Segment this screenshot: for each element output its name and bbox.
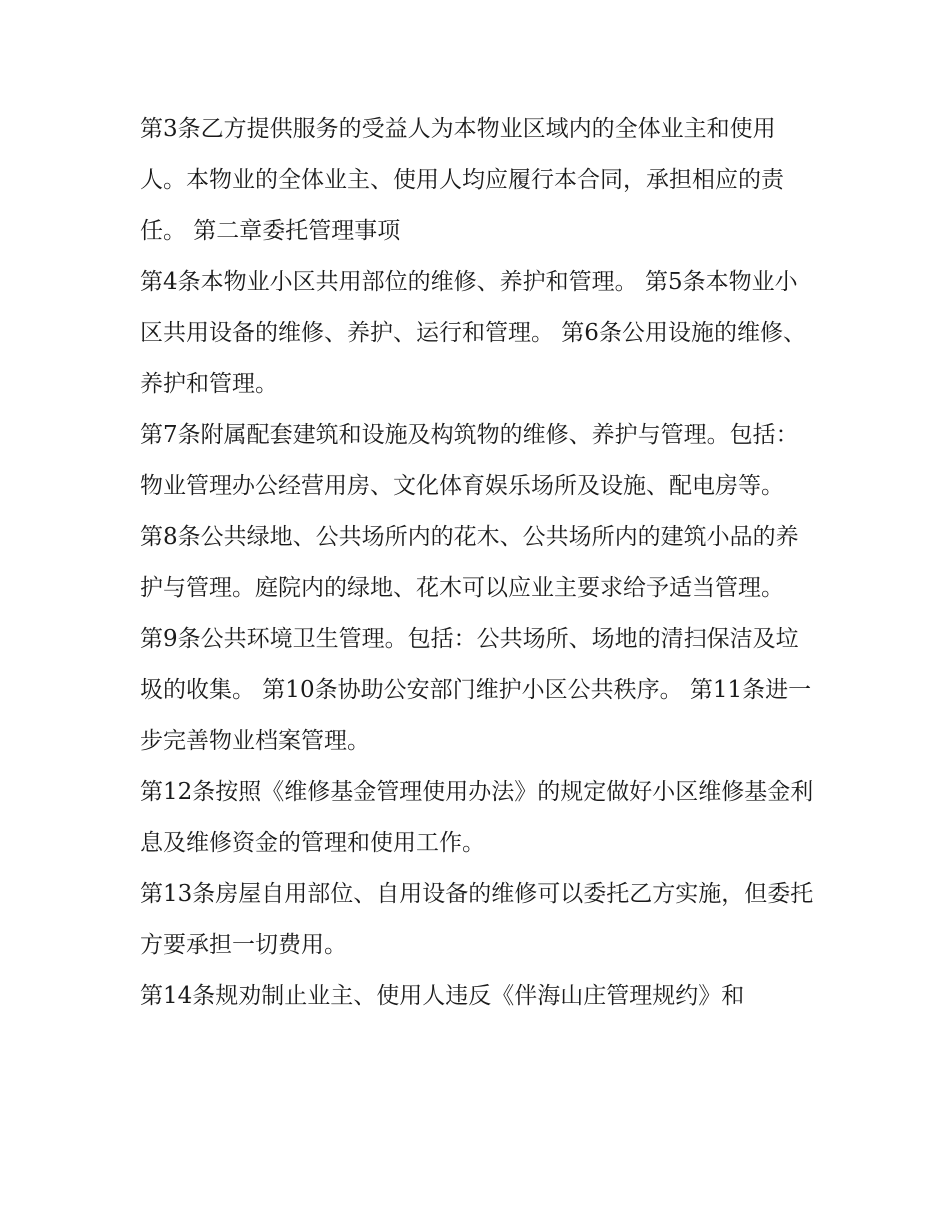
paragraph-article-12: 第12条按照《维修基金管理使用办法》的规定做好小区维修基金利息及维修资金的管理和使用工作。 (140, 779, 814, 856)
paragraph-article-3: 第3条乙方提供服务的受益人为本物业区域内的全体业主和使用人。本物业的全体业主、使用人均应履行本合同，承担相应的责任。 第二章委托管理事项 (140, 116, 784, 244)
paragraph-article-8: 第8条公共绿地、公共场所内的花木、公共场所内的建筑小品的养护与管理。庭院内的绿地、花木可以应业主要求给予适当管理。 (140, 524, 799, 601)
paragraph-articles-9-11: 第9条公共环境卫生管理。包括：公共场所、场地的清扫保洁及垃圾的收集。 第10条协助公安部门维护小区公共秩序。 第11条进一步完善物业档案管理。 (140, 626, 812, 754)
document-body (140, 104, 820, 1022)
paragraph-article-14: 第14条规劝制止业主、使用人违反《伴海山庄管理规约》和 (140, 983, 745, 1009)
paragraph-articles-4-6: 第4条本物业小区共用部位的维修、养护和管理。 第5条本物业小区共用设备的维修、养护、运行和管理。 第6条公用设施的维修、养护和管理。 (140, 269, 806, 397)
paragraph-article-13: 第13条房屋自用部位、自用设备的维修可以委托乙方实施，但委托方要承担一切费用。 (140, 881, 814, 958)
paragraph-article-7: 第7条附属配套建筑和设施及构筑物的维修、养护与管理。包括：物业管理办公经营用房、文化体育娱乐场所及设施、配电房等。 (140, 422, 799, 499)
